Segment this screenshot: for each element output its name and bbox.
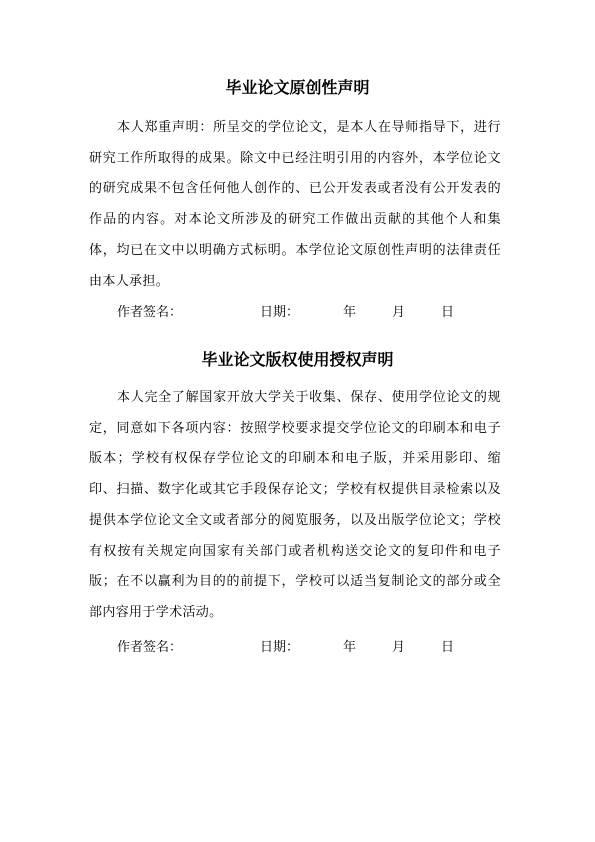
date-label: 日期： [260,640,300,655]
originality-signature-row [117,303,537,323]
year-label: 年 [343,640,357,655]
date-label: 日期： [260,305,300,320]
month-label: 月 [392,640,406,655]
author-signature-label: 作者签名： [117,305,183,320]
day-label: 日 [441,640,455,655]
originality-statement-body: 本人郑重声明：所呈交的学位论文，是本人在导师指导下，进行研究工作所取得的成果。除文中已经注明引用的内容外，本学位论文的研究成果不包含任何他人创作的、已公开发表或者没有公开发表的作品的内容。对本论文所涉及的研究工作做出贡献的其他个人和集体，均已在文中以明确方式标明。本学位论文原创性声明的法律责任由本人承担。 [89,120,501,289]
day-label: 日 [441,305,455,320]
month-label: 月 [392,305,406,320]
authorization-signature-row [117,638,537,658]
year-label: 年 [343,305,357,320]
authorization-statement-title: 毕业论文版权使用授权声明 [201,350,394,369]
authorization-statement-body: 本人完全了解国家开放大学关于收集、保存、使用学位论文的规定，同意如下各项内容：按照学校要求提交学位论文的印刷本和电子版本；学校有权保存学位论文的印刷本和电子版，并采用影印、缩印、扫描、数字化或其它手段保存论文；学校有权提供目录检索以及提供本学位论文全文或者部分的阅览服务，以及出版学位论文；学校有权按有关规定向国家有关部门或者机构送交论文的复印件和电子版；在不以赢利为目的的前提下，学校可以适当复制论文的部分或全部内容用于学术活动。 [89,390,501,620]
originality-statement-title: 毕业论文原创性声明 [225,78,370,97]
author-signature-label: 作者签名： [117,640,183,655]
